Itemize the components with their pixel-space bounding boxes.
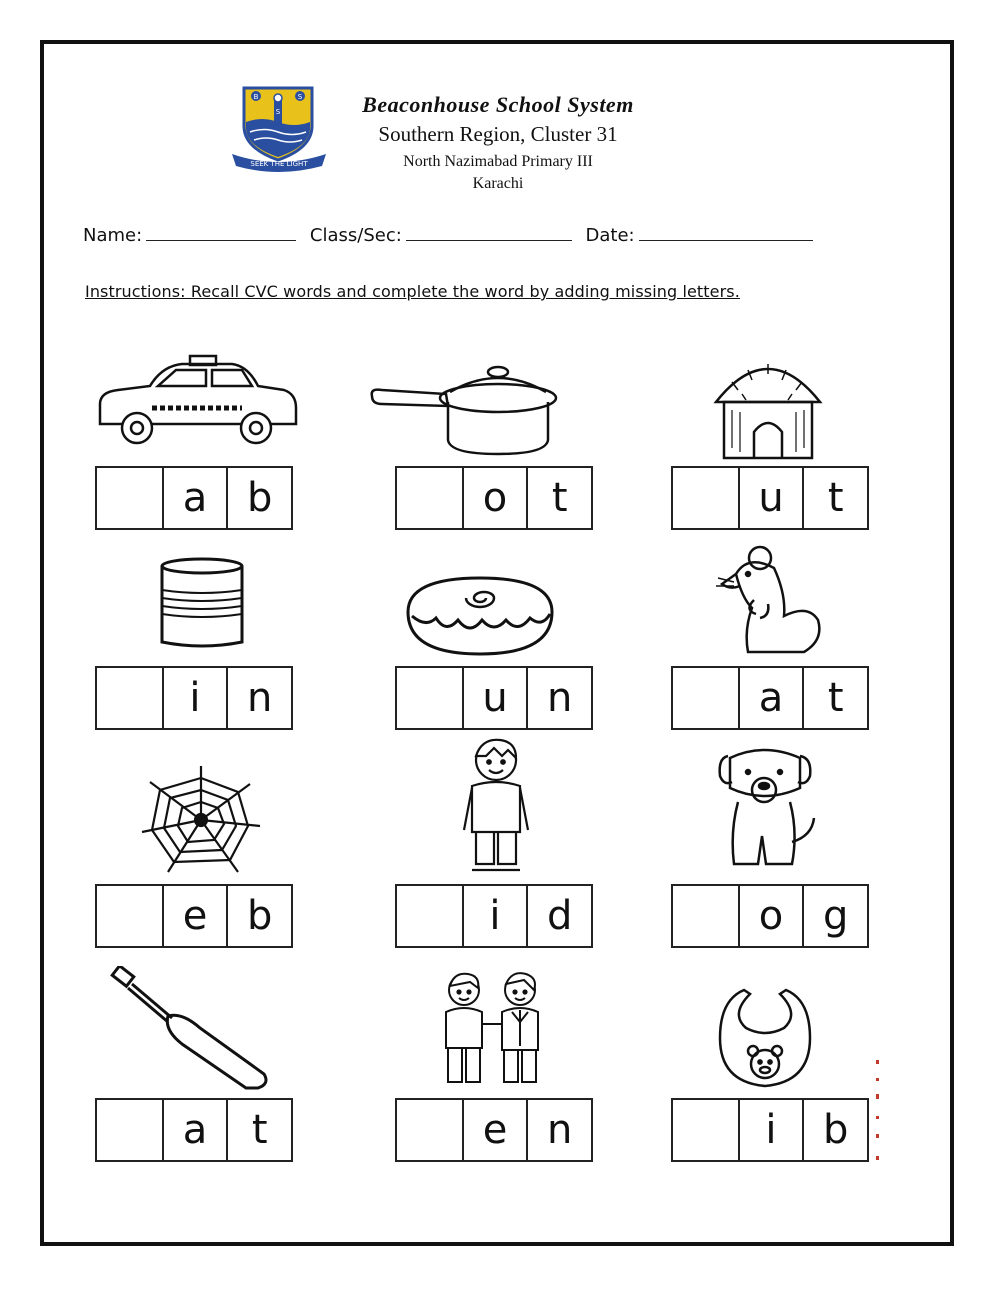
student-info-fields xyxy=(83,225,883,246)
hut-picture xyxy=(712,352,824,462)
letter-box: n xyxy=(526,1100,591,1160)
school-name: Beaconhouse School System xyxy=(362,92,634,117)
letter-box: b xyxy=(226,468,291,528)
pot-picture xyxy=(368,362,560,458)
letter-box: g xyxy=(802,886,867,946)
letter-box: o xyxy=(738,886,803,946)
letter-box: t xyxy=(226,1100,291,1160)
letter-box: u xyxy=(462,668,527,728)
letter-box: a xyxy=(738,668,803,728)
date-label: Date: xyxy=(585,225,635,246)
letter-box: b xyxy=(802,1100,867,1160)
school-branch: North Nazimabad Primary III xyxy=(403,153,593,170)
letter-box: i xyxy=(462,886,527,946)
school-city: Karachi xyxy=(472,175,524,192)
missing-letter-box[interactable] xyxy=(397,468,462,528)
logo-motto: SEEK THE LIGHT xyxy=(250,160,308,168)
word-box-bun xyxy=(395,666,593,730)
name-field[interactable] xyxy=(83,225,296,246)
word-box-men xyxy=(395,1098,593,1162)
name-label: Name: xyxy=(83,225,143,246)
letter-box: t xyxy=(802,668,867,728)
letter-box: i xyxy=(738,1100,803,1160)
missing-letter-box[interactable] xyxy=(97,886,162,946)
letter-box: a xyxy=(162,1100,227,1160)
letter-box: u xyxy=(738,468,803,528)
date-field[interactable] xyxy=(586,225,813,246)
missing-letter-box[interactable] xyxy=(673,668,738,728)
logo-letter-2: S xyxy=(275,108,281,116)
missing-letter-box[interactable] xyxy=(97,668,162,728)
logo-letter-1: B xyxy=(253,93,259,101)
instructions-text: Instructions: Recall CVC words and complete the word by adding missing letters. xyxy=(85,282,740,301)
word-box-dog xyxy=(671,884,869,948)
letter-box: n xyxy=(526,668,591,728)
school-crest-logo xyxy=(226,82,332,172)
missing-letter-box[interactable] xyxy=(397,668,462,728)
missing-letter-box[interactable] xyxy=(673,468,738,528)
kid-picture xyxy=(458,736,534,874)
word-box-taxi xyxy=(95,466,293,530)
letter-box: o xyxy=(462,468,527,528)
dog-picture xyxy=(716,746,818,872)
cricket-bat-picture xyxy=(110,966,272,1092)
word-box-bat xyxy=(95,1098,293,1162)
letter-box: d xyxy=(526,886,591,946)
letter-box: e xyxy=(162,886,227,946)
missing-letter-box[interactable] xyxy=(97,468,162,528)
word-box-bib xyxy=(671,1098,869,1162)
decorative-side-marks xyxy=(876,1060,879,1164)
letter-box: i xyxy=(162,668,227,728)
men-picture xyxy=(434,968,558,1092)
letter-box: b xyxy=(226,886,291,946)
missing-letter-box[interactable] xyxy=(397,886,462,946)
rat-picture xyxy=(708,544,828,658)
word-box-kid xyxy=(395,884,593,948)
spider-web-picture xyxy=(138,764,264,876)
class-label: Class/Sec: xyxy=(309,225,402,246)
missing-letter-box[interactable] xyxy=(397,1100,462,1160)
missing-letter-box[interactable] xyxy=(673,1100,738,1160)
letter-box: n xyxy=(226,668,291,728)
missing-letter-box[interactable] xyxy=(673,886,738,946)
missing-letter-box[interactable] xyxy=(97,1100,162,1160)
class-blank[interactable] xyxy=(406,226,572,241)
word-box-tin xyxy=(95,666,293,730)
date-blank[interactable] xyxy=(639,226,813,241)
letter-box: e xyxy=(462,1100,527,1160)
name-blank[interactable] xyxy=(146,226,296,241)
class-field[interactable] xyxy=(310,225,572,246)
word-box-hut xyxy=(671,466,869,530)
letter-box: t xyxy=(802,468,867,528)
word-box-web xyxy=(95,884,293,948)
word-box-pot xyxy=(395,466,593,530)
bun-picture xyxy=(402,572,558,658)
school-header xyxy=(320,92,676,193)
tin-can-picture xyxy=(156,556,248,652)
logo-letter-3: S xyxy=(297,93,303,101)
letter-box: t xyxy=(526,468,591,528)
letter-box: a xyxy=(162,468,227,528)
school-region: Southern Region, Cluster 31 xyxy=(378,122,618,146)
taxi-picture xyxy=(92,352,300,452)
bib-picture xyxy=(714,984,816,1090)
word-box-rat xyxy=(671,666,869,730)
